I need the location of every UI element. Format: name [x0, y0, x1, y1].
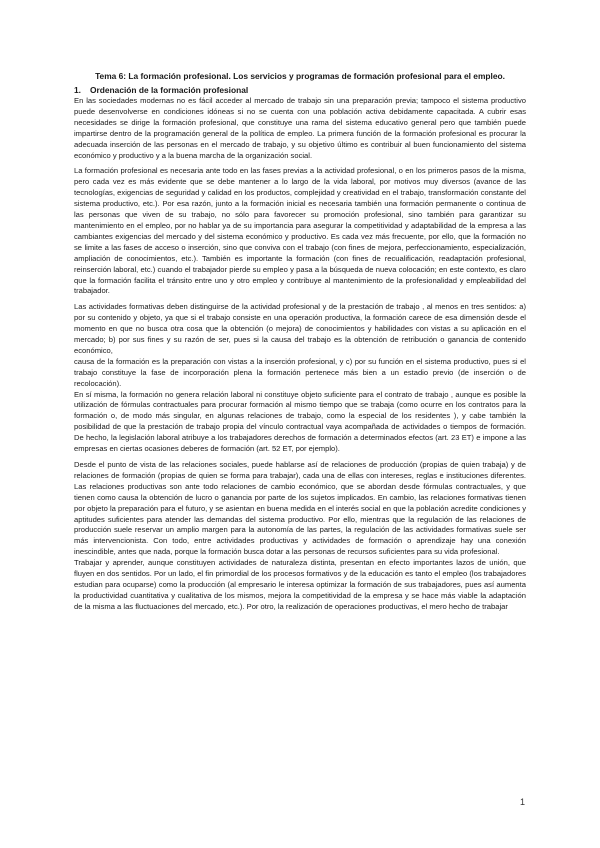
page-number: 1	[520, 797, 526, 807]
paragraph-5: En sí misma, la formación no genera relación laboral ni constituye objeto suficiente para el contrato de trabajo , aunque es posible la utilización de fórmulas contractuales para procurar formación al mismo tiempo que se trabaja (como ocurre en los contratos para la formación o, de modo más singular, en algunas relaciones de trabajo, como la especial de los residentes ), y cabe también la posibilidad de que la prestación de trabajo propia del vínculo contractual vaya acompañada de actividades o tiempos de formación. De hecho, la legislación laboral atribuye a los trabajadores derechos de formación a determinados efectos (art. 23 ET) e impone a las empresas en ciertas ocasiones deberes de formación (art. 52 ET, por ejemplo).	[74, 389, 526, 454]
paragraph-2: La formación profesional es necesaria ante todo en las fases previas a la actividad profesional, o en los primeros pasos de la misma, pero cada vez es más evidente que se debe mantener a lo largo de la vida laboral, por motivos muy diversos (avance de las tecnologías, exigencias de seguridad y calidad en los productos, complejidad y creatividad en el trabajo, transformación constante del sistema productivo, etc.). Por esa razón, junto a la formación inicial es necesaria también una formación permanente o continua de las personas que viven de su trabajo, no sólo para favorecer su promoción profesional, sino también para garantizar su mantenimiento en el empleo, por no hablar ya de su importancia para asegurar la competitividad y adaptabilidad de la empresa a las cambiantes exigencias del mercado y del sistema económico y productivo. Es cada vez más frecuente, por ello, que la formación no se limite a las fases de acceso o inserción, sino que conviva con el trabajo (con fines de mejora, perfeccionamiento, especialización, ampliación de conocimientos, etc.). También es importante la formación (con fines de recualificación, readaptación profesional, reinserción laboral, etc.) cuando el trabajador pierde su empleo y pasa a la búsqueda de nueva colocación; en este contexto, es claro que la formación facilita el tránsito entre uno y otro empleo y contribuye al mantenimiento de la profesionalidad y empleabilidad del trabajador.	[74, 166, 526, 296]
section-heading	[74, 84, 526, 96]
section-heading-text: Ordenación de la formación profesional	[90, 85, 249, 95]
document-title: Tema 6: La formación profesional. Los servicios y programas de formación profesional para el empleo.	[95, 71, 505, 81]
paragraph-7: Trabajar y aprender, aunque constituyen actividades de naturaleza distinta, presentan en efecto importantes lazos de unión, que fluyen en dos sentidos. Por un lado, el fin primordial de los procesos formativos y de la educación es tanto el empleo (los trabajadores estudian para ocuparse) como la producción (al empresario le interesa optimizar la formación de sus trabajadores, pues así aumenta la productividad cuantitativa y cualitativa de los mismos, mejora la competitividad de la empresa y se hace más viable la adaptación de la misma a las fluctuaciones del mercado, etc.). Por otro, la realización de operaciones productivas, el mero hecho de trabajar	[74, 558, 526, 611]
paragraph-1: En las sociedades modernas no es fácil acceder al mercado de trabajo sin una preparación previa; tampoco el sistema productivo puede desenvolverse en condiciones idóneas si no se cuenta con una población activa debidamente capacitada. A cubrir esas necesidades se dirige la formación profesional, que constituye una rama del sistema educativo general pero que también puede impartirse dentro de la programación general de la política de empleo. La primera función de la formación profesional es procurar la adecuada inserción de las personas en el mercado de trabajo, y su objetivo último es contribuir al buen funcionamiento del sistema económico y productivo y a la buena marcha de la organización social.	[74, 96, 526, 160]
section-number: 1.	[74, 85, 81, 95]
page-content	[74, 70, 526, 613]
paragraph-4: causa de la formación es la preparación con vistas a la inserción profesional, y c) por su función en el sistema productivo, pues si el trabajo constituye la fase de incorporación plena la formación pertenece más bien a un estadio previo (de inserción o de recolocación).	[74, 356, 526, 388]
paragraph-3: Las actividades formativas deben distinguirse de la actividad profesional y de la prestación de trabajo , al menos en tres sentidos: a) por su contenido y objeto, ya que si el trabajo consiste en una operación productiva, la formación carece de esa dimensión desde el momento en que no busca otra cosa que la obtención (o mejora) de conocimientos y habilidades con vistas a su aplicación en el mercado; b) por sus fines y su razón de ser, pues si la causa del trabajo es la obtención de retribución o ganancia de contenido económico,	[74, 302, 526, 355]
paragraph-6: Desde el punto de vista de las relaciones sociales, puede hablarse así de relaciones de producción (propias de quien trabaja) y de relaciones de formación (propias de quien se forma para trabajar), cada una de ellas con intereses, reglas e instituciones diferentes. Las relaciones productivas son ante todo relaciones de cambio económico, que se abordan desde fórmulas contractuales, y que tienen como causa la obtención de lucro o ganancia por parte de los sujetos implicados. En cambio, las relaciones formativas tienen por objeto la preparación para el futuro, y se asientan en buena medida en el interés social en que la población acredite condiciones y aptitudes suficientes para atender las demandas del sistema productivo. Por ello, mientras que la regulación de las relaciones de producción suele reservar un amplio margen para la autonomía de las partes, la regulación de las actividades formativas suele ser más intervencionista. Con todo, entre actividades productivas y actividades de formación o aprendizaje hay una conexión inescindible, antes que nada, porque la formación busca dotar a las personas de recursos suficientes para su vida profesional.	[74, 460, 526, 557]
